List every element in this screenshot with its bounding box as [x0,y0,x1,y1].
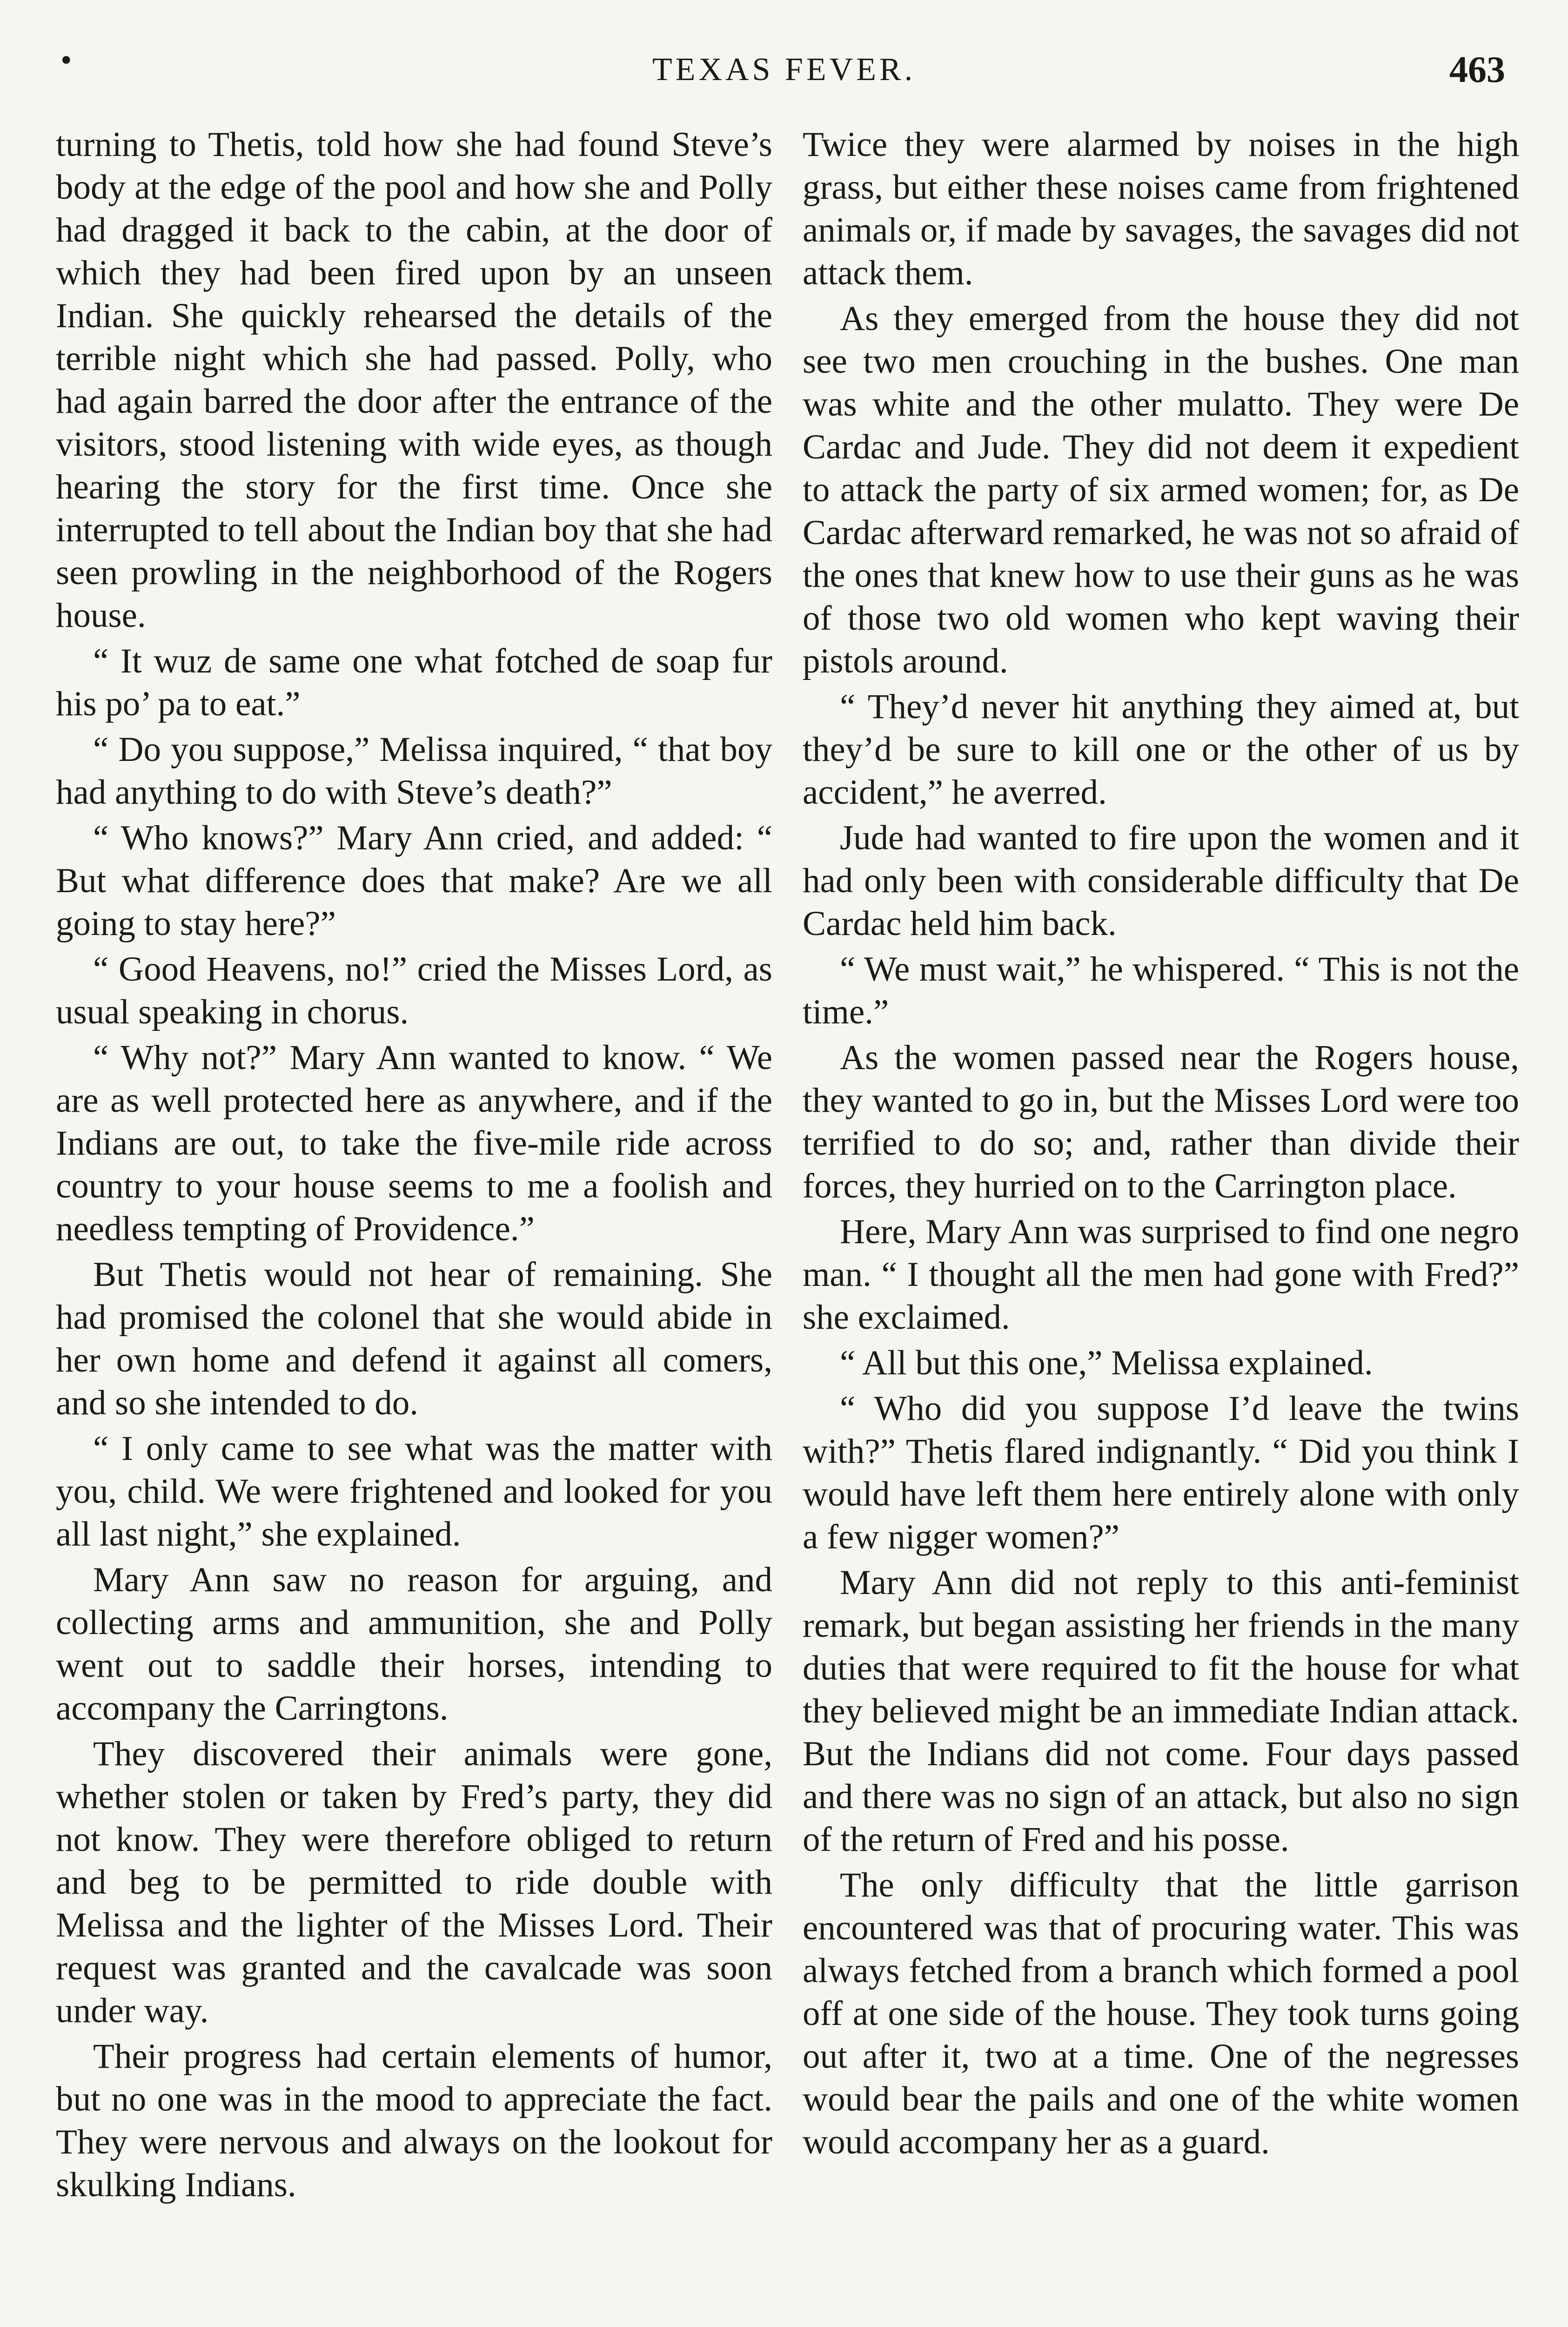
paragraph: “ I only came to see what was the matter with you, child. We were frightened and looked for you all last night,” she explained. [56,1429,772,1554]
paragraph: “ Who knows?” Mary Ann cried, and added: “ But what difference does that make? Are we all going to stay here?” [56,819,772,943]
right-column [803,123,1519,2327]
paragraph: Mary Ann did not reply to this anti-feminist remark, but began assisting her friends in the many duties that were required to fit the house for what they believed might be an immediate Indian attack. But the Indians did not come. Four days passed and there was no sign of an attack, but also no sign of the return of Fred and his posse. [803,1563,1519,1859]
paragraph: “ Why not?” Mary Ann wanted to know. “ We are as well protected here as anywhere, and if the Indians are out, to take the five-mile ride across country to your house seems to me a foolish and needless tempting of Providence.” [56,1038,772,1248]
paragraph: “ All but this one,” Melissa explained. [840,1344,1373,1382]
paragraph: As they emerged from the house they did not see two men crouching in the bushes. One man was white and the other mulatto. They were De Cardac and Jude. They did not deem it expedient to attack the party of six armed women; for, as De Cardac afterward remarked, he was not so afraid of the ones that knew how to use their guns as he was of those two old women who kept waving their pistols around. [803,299,1519,680]
paragraph: “ It wuz de same one what fotched de soap fur his po’ pa to eat.” [56,642,772,723]
paragraph: “ Good Heavens, no!” cried the Misses Lord, as usual speaking in chorus. [56,950,772,1031]
paragraph: “ They’d never hit anything they aimed at, but they’d be sure to kill one or the other of us by accident,” he averred. [803,687,1519,812]
paragraph: “ Do you suppose,” Melissa inquired, “ that boy had anything to do with Steve’s death?” [56,730,772,812]
paragraph: Mary Ann saw no reason for arguing, and collecting arms and ammunition, she and Polly went out to saddle their horses, intending to accompany the Carringtons. [56,1560,772,1728]
paragraph: They discovered their animals were gone, whether stolen or taken by Fred’s party, they did not know. They were therefore obliged to return and beg to be permitted to ride double with Melissa and the lighter of the Misses Lord. Their request was granted and the cavalcade was soon under way. [56,1735,772,2030]
paragraph: Twice they were alarmed by noises in the high grass, but either these noises came from frightened animals or, if made by savages, the savages did not attack them. [803,125,1519,292]
paragraph: turning to Thetis, told how she had found Steve’s body at the edge of the pool and how she and Polly had dragged it back to the cabin, at the door of which they had been fired upon by an unseen Indian. She quickly rehearsed the details of the terrible night which she had passed. Polly, who had again barred the door after the entrance of the visitors, stood listening with wide eyes, as though hearing the story for the first time. Once she interrupted to tell about the Indian boy that she had seen prowling in the neighborhood of the Rogers house. [56,125,772,635]
paragraph: Jude had wanted to fire upon the women and it had only been with considerable difficulty that De Cardac held him back. [803,819,1519,943]
paragraph: As the women passed near the Rogers house, they wanted to go in, but the Misses Lord were too terrified to do so; and, rather than divide their forces, they hurried on to the Carrington place. [803,1038,1519,1205]
ornament-mark: • [60,42,72,78]
running-head-title: TEXAS FEVER. [652,52,916,87]
paragraph: “ Who did you suppose I’d leave the twins with?” Thetis flared indignantly. “ Did you think I would have left them here entirely alone with only a few nigger women?” [803,1389,1519,1556]
running-head [51,44,1517,95]
page-number: 463 [1449,49,1505,90]
paragraph: The only difficulty that the little garrison encountered was that of procuring water. This was always fetched from a branch which formed a pool off at one side of the house. They took turns going out after it, two at a time. One of the negresses would bear the pails and one of the white women would accompany her as a guard. [803,1866,1519,2161]
paragraph: But Thetis would not hear of remaining. She had promised the colonel that she would abide in her own home and defend it against all comers, and so she intended to do. [56,1255,772,1422]
left-column [56,123,772,2327]
paragraph: Here, Mary Ann was surprised to find one negro man. “ I thought all the men had gone with Fred?” she exclaimed. [803,1212,1519,1337]
paragraph: “ We must wait,” he whispered. “ This is not the time.” [803,950,1519,1031]
paragraph: Their progress had certain elements of humor, but no one was in the mood to appreciate the fact. They were nervous and always on the lookout for skulking Indians. [56,2037,772,2204]
